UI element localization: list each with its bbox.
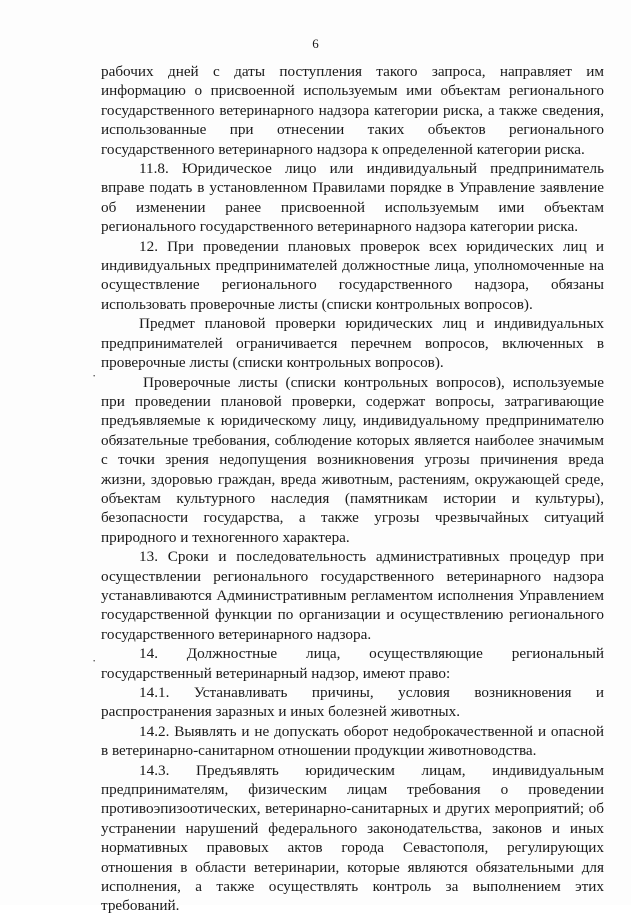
scan-speck: · xyxy=(92,653,97,668)
page-number: 6 xyxy=(312,36,319,51)
paragraph-14-2: 14.2. Выявлять и не допускать оборот недоброкачественной и опасной в ветеринарно-санитарном отношении продукции животноводства. xyxy=(101,722,604,760)
paragraph-subject: Предмет плановой проверки юридических лиц и индивидуальных предпринимателей ограничивается перечнем вопросов, включенных в проверочные листы (списки контрольных вопросов). xyxy=(101,315,604,372)
paragraph-14: 14. Должностные лица, осуществляющие региональный государственный ветеринарный надзор, имеют право: xyxy=(101,645,604,682)
paragraph-continuation: рабочих дней с даты поступления такого запроса, направляет им информацию о присвоенной используемым ими объектам регионального государственного ветеринарного надзора категории риска, а также сведения, использованные при отнесении таких объектов регионального государственного ветеринарного надзора к определенной категории риска. xyxy=(101,63,604,158)
paragraph-14-1: 14.1. Устанавливать причины, условия возникновения и распространения заразных и иных болезней животных. xyxy=(101,684,604,721)
paragraph-12: 12. При проведении плановых проверок всех юридических лиц и индивидуальных предпринимателей должностные лица, уполномоченные на осуществление регионального государственного надзора, обязаны использовать проверочные листы (списки контрольных вопросов). xyxy=(101,237,604,313)
paragraph-13: 13. Сроки и последовательность административных процедур при осуществлении регионального государственного ветеринарного надзора устанавливаются Административным регламентом исполнения Управлением государственной функции по организации и осуществлению регионального государственного ветеринарного надзора. xyxy=(101,548,604,643)
paragraph-checklists: Проверочные листы (списки контрольных вопросов), используемые при проведении плановой проверки, содержат вопросы, затрагивающие предъявляемые к юридическому лицу, индивидуальному предпринимателю обязательные требования, соблюдение которых является наиболее значимым с точки зрения недопущения возникновения угрозы причинения вреда жизни, здоровью граждан, вреда животным, растениям, окружающей среде, объектам культурного наследия (памятникам истории и культуры), безопасности государства, а также угрозы чрезвычайных ситуаций природного и техногенного характера. xyxy=(101,373,604,546)
paragraph-14-3: 14.3. Предъявлять юридическим лицам, индивидуальным предпринимателям, физическим лицам требования о проведении противоэпизоотических, ветеринарно-санитарных и других мероприятий; об устранении нарушений федерального законодательства, законов и иных нормативных правовых актов города Севастополя, регулирующих отношения в области ветеринарии, которые являются обязательными для исполнения, а также осуществлять контроль за выполнением этих требований. xyxy=(101,761,604,915)
paragraph-11-8: 11.8. Юридическое лицо или индивидуальный предприниматель вправе подать в установленном Правилами порядке в Управление заявление об изменении ранее присвоенной используемым ими объектам регионального государственного ветеринарного надзора категории риска. xyxy=(101,160,604,236)
document-body xyxy=(101,62,604,916)
scan-speck: · xyxy=(92,368,97,383)
